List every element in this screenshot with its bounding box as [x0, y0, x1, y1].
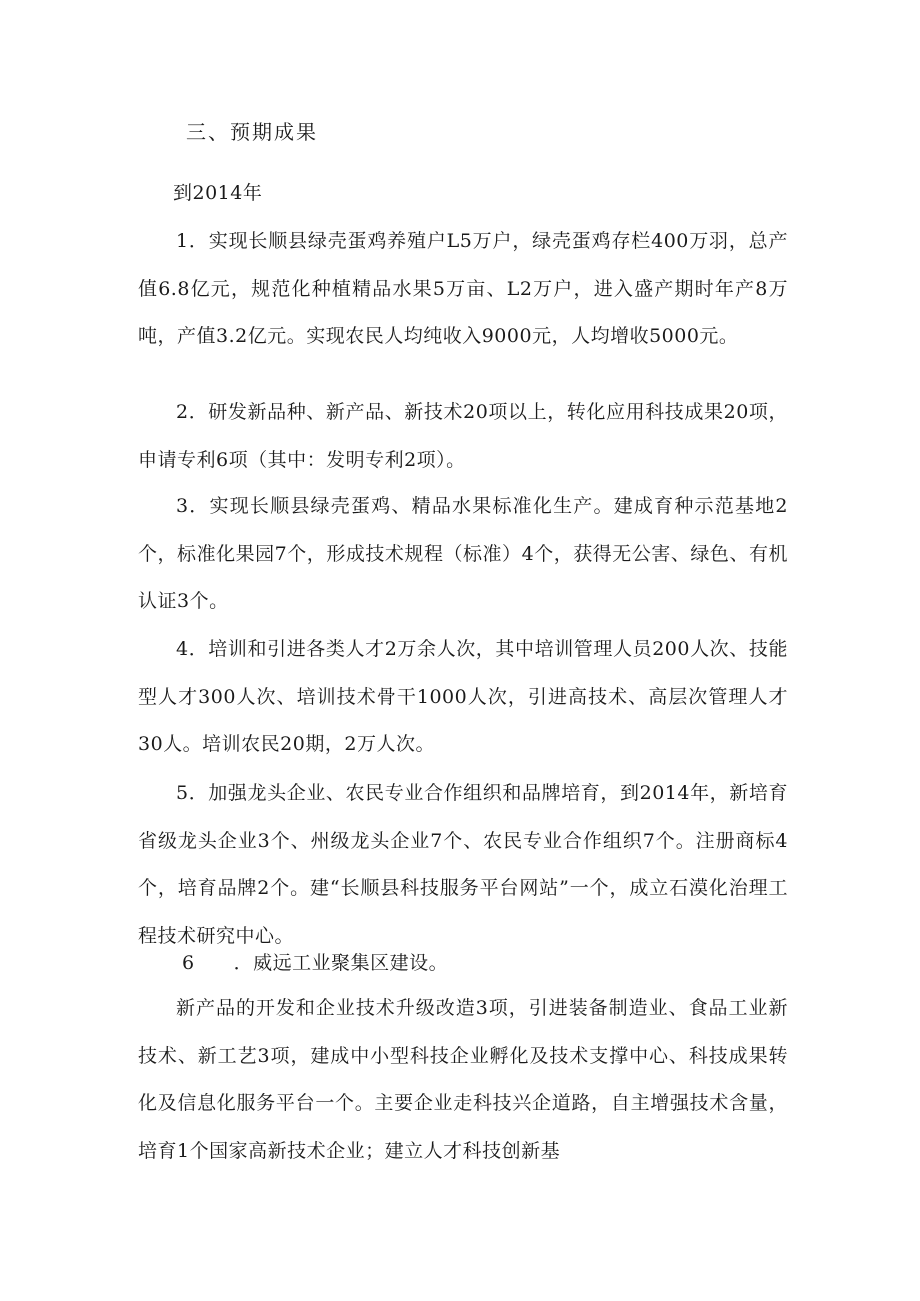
paragraph-item-3: 3．实现长顺县绿壳蛋鸡、精品水果标准化生产。建成育种示范基地2个，标准化果园7个，形成技术规程（标准）4个，获得无公害、绿色、有机认证3个。	[138, 495, 788, 612]
paragraph-item-1: 1．实现长顺县绿壳蛋鸡养殖户L5万户，绿壳蛋鸡存栏400万羽，总产值6.8亿元，规范化种植精品水果5万亩、L2万户，进入盛产期时年产8万吨，产值3.2亿元。实现农民人均纯收入9000元，人均增收5000元。	[138, 230, 788, 347]
paragraph-item-2: 2．研发新品种、新产品、新技术20项以上，转化应用科技成果20项，申请专利6项（其中：发明专利2项）。	[138, 401, 788, 471]
paragraph-item-5: 5．加强龙头企业、农民专业合作组织和品牌培育，到2014年，新培育省级龙头企业3个、州级龙头企业7个、农民专业合作组织7个。注册商标4个，培育品牌2个。建“长顺县科技服务平台网站”一个，成立石漠化治理工程技术研究中心。	[138, 782, 788, 947]
section-heading: 三、预期成果	[186, 120, 318, 144]
paragraph-item-6-body: 新产品的开发和企业技术升级改造3项，引进装备制造业、食品工业新技术、新工艺3项，建成中小型科技企业孵化及技术支撑中心、科技成果转化及信息化服务平台一个。主要企业走科技兴企道路，自主增强技术含量，培育1个国家高新技术企业；建立人才科技创新基	[138, 997, 788, 1162]
paragraph-target-year: 到2014年	[173, 182, 263, 204]
paragraph-item-6: 6 ．威远工业聚集区建设。	[182, 952, 449, 974]
paragraph-item-4: 4．培训和引进各类人才2万余人次，其中培训管理人员200人次、技能型人才300人次、培训技术骨干1000人次，引进高技术、高层次管理人才30人。培训农民20期，2万人次。	[138, 638, 788, 755]
